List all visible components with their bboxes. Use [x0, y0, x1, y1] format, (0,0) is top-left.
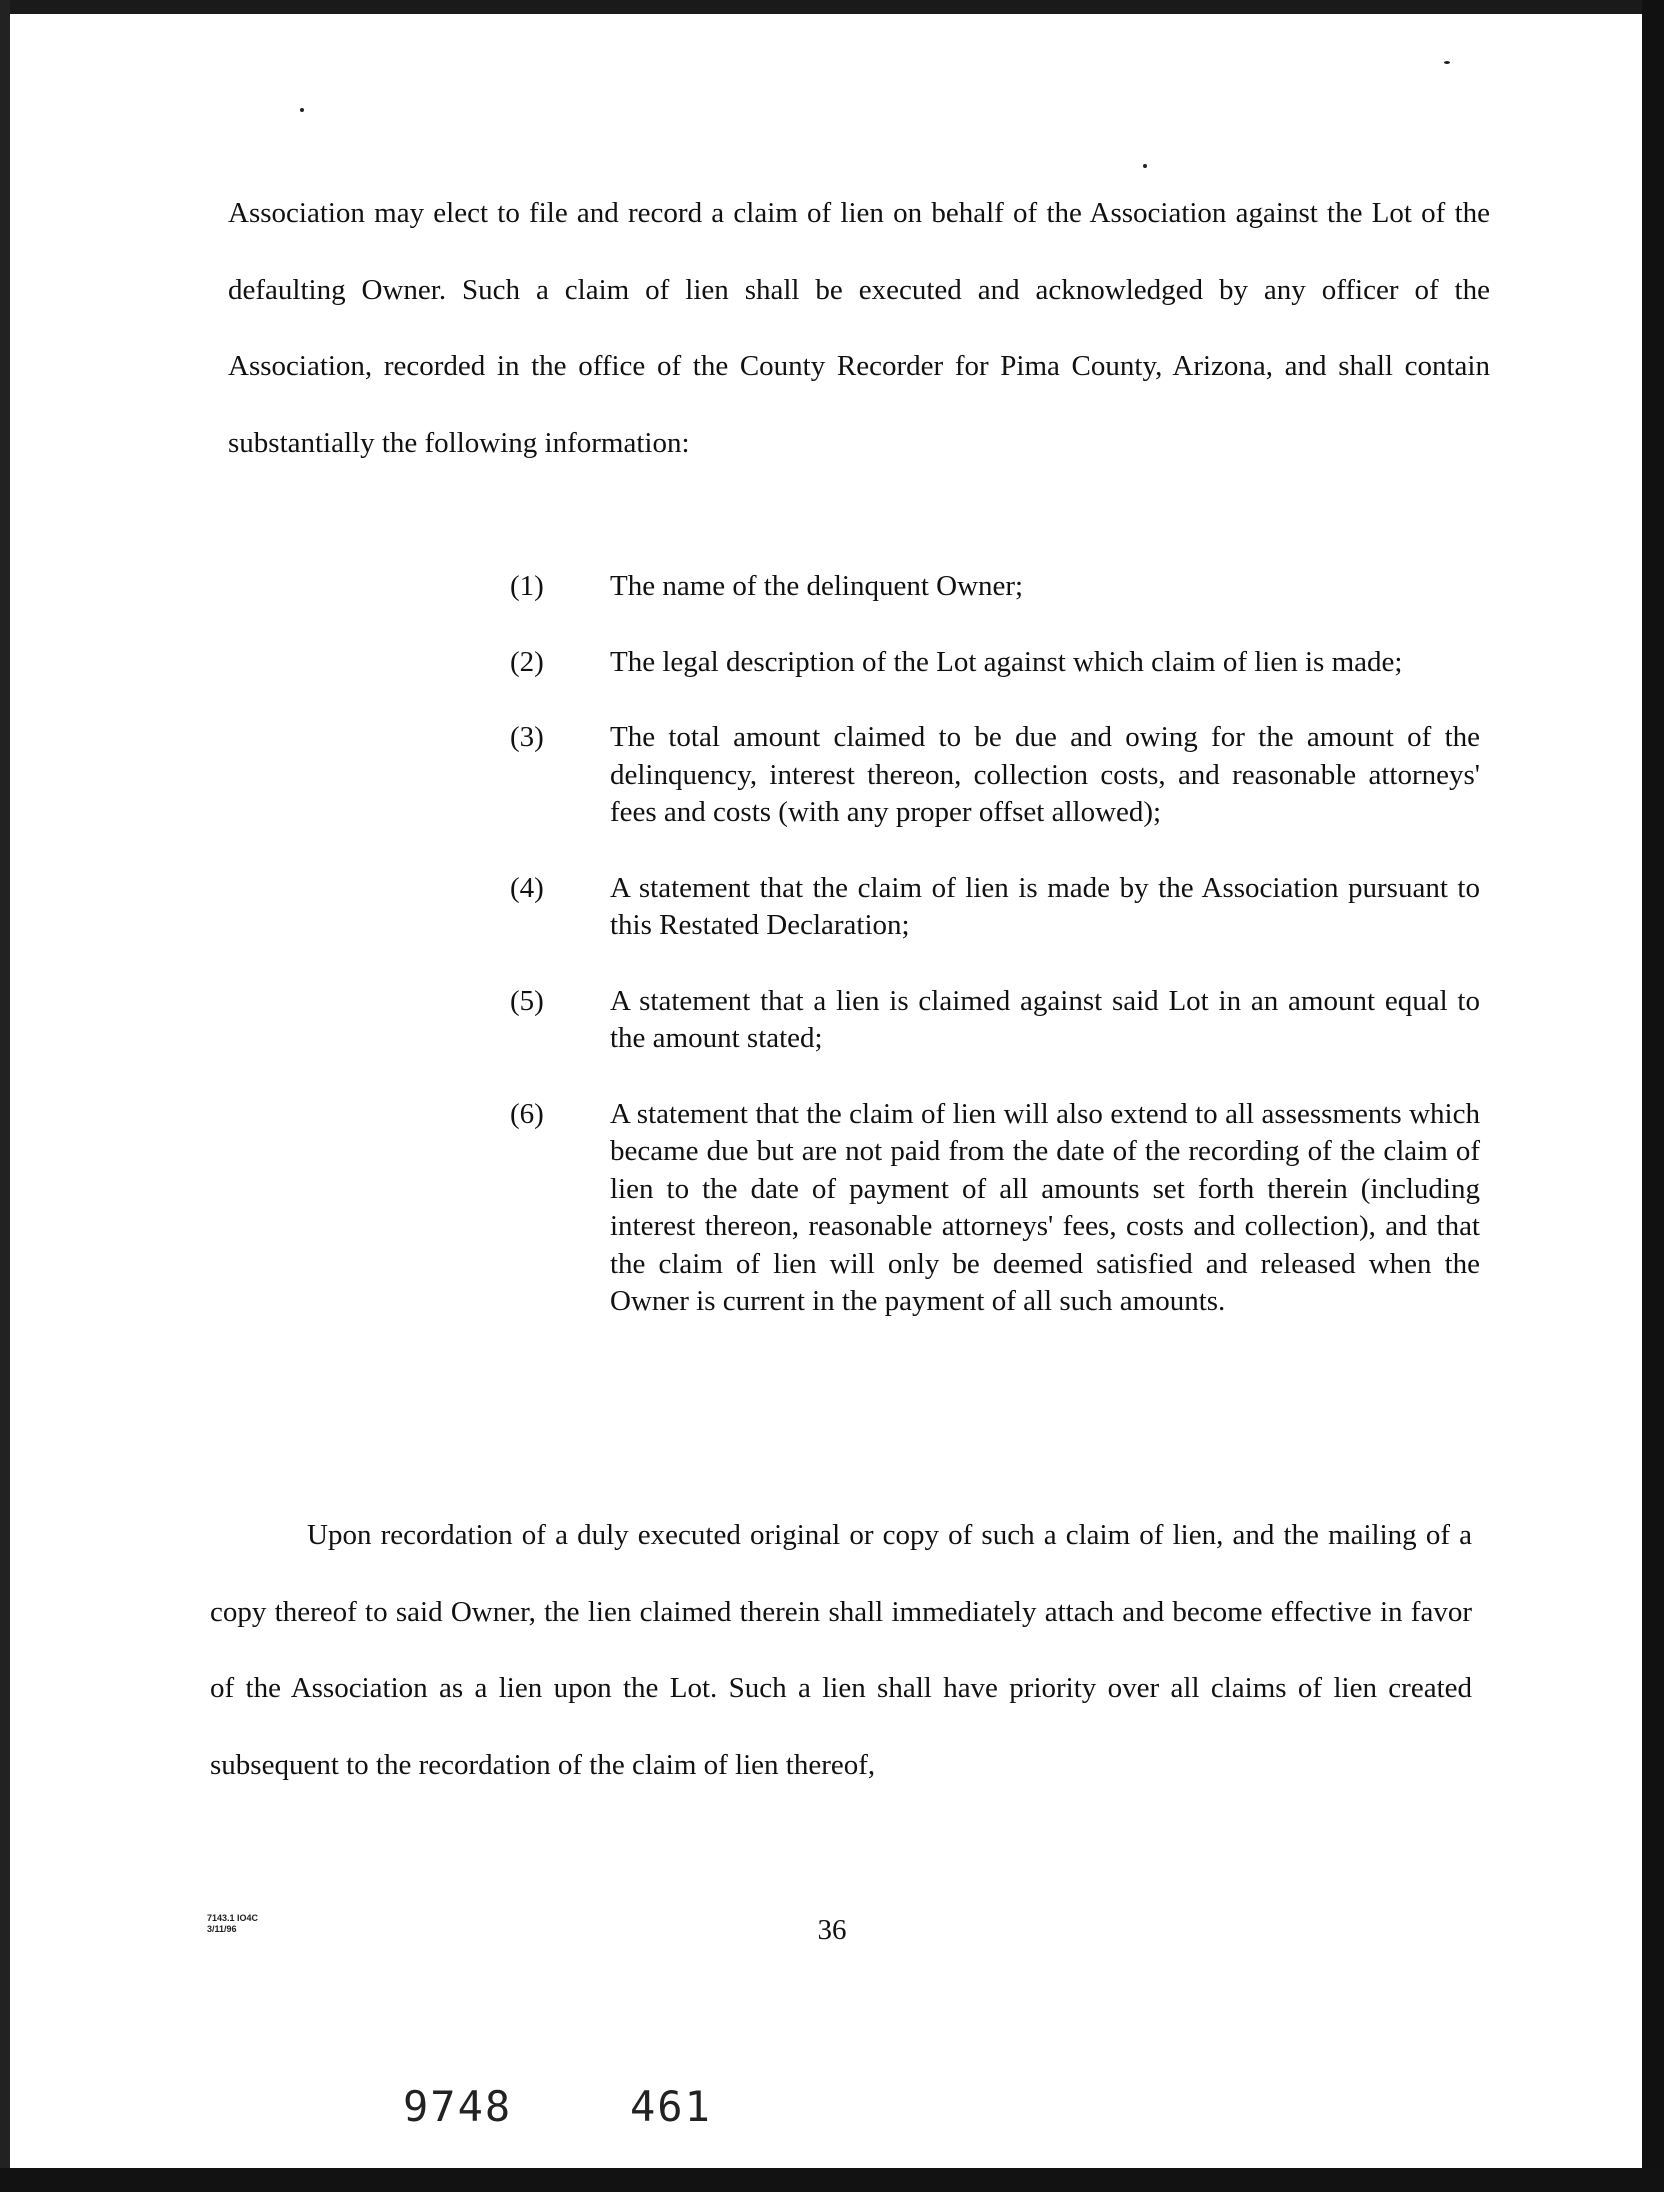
lien-information-list [510, 568, 1480, 1359]
scan-border-bottom [0, 2168, 1664, 2192]
document-code-line: 7143.1 IO4C [207, 1913, 259, 1923]
list-item-number: (4) [510, 871, 544, 904]
scan-border-left [0, 0, 10, 2192]
page-number: 36 [817, 1914, 847, 1946]
list-item-text: A statement that a lien is claimed against said Lot in an amount equal to the amount stated; [610, 984, 1480, 1054]
list-item-number: (1) [510, 570, 544, 602]
list-item-number: (3) [510, 721, 544, 753]
list-item-text: The legal description of the Lot against which claim of lien is made; [610, 645, 1403, 678]
list-item [510, 983, 1480, 1058]
list-item-text: A statement that the claim of lien is made by the Association pursuant to this Restated Declaration; [610, 871, 1480, 941]
paragraph-top: Association may elect to file and record a claim of lien on behalf of the Association against the Lot of the defaulting Owner. Such a claim of lien shall be executed and acknowledged by any officer of the Association, recorded in the office of the County Recorder for Pima County, Arizona, and shall contain substantially the following information: [228, 197, 1490, 459]
recording-book-number: 9748 [403, 2082, 513, 2131]
list-item-text: The name of the delinquent Owner; [610, 570, 1024, 602]
list-item [510, 1096, 1480, 1321]
paragraph-bottom: Upon recordation of a duly executed original or copy of such a claim of lien, and the mailing of a copy thereof to said Owner, the lien claimed therein shall immediately attach and become effective in favor of the Association as a lien upon the Lot. Such a lien shall have priority over all claims of lien created subsequent to the recordation of the claim of lien thereof, [210, 1519, 1472, 1781]
document-date-code: 3/11/96 [207, 1924, 237, 1934]
list-item [510, 870, 1480, 945]
list-item-text: A statement that the claim of lien will also extend to all assessments which became due but are not paid from the date of the recording of the claim of lien to the date of payment of all amounts set forth therein (including interest thereon, reasonable attorneys' fees, costs and collection), and that the claim of lien will only be deemed satisfied and released when the Owner is current in the payment of all such amounts. [610, 1097, 1480, 1317]
scan-speck [1444, 61, 1450, 64]
scan-border-right [1642, 0, 1664, 2192]
list-item-number: (2) [510, 645, 544, 678]
list-item-number: (6) [510, 1097, 544, 1130]
list-item [510, 568, 1480, 606]
list-item-text: The total amount claimed to be due and owing for the amount of the delinquency, interest thereon, collection costs, and reasonable attorneys' fees and costs (with any proper offset allowed); [610, 721, 1480, 828]
scan-speck [1143, 164, 1147, 168]
scan-border-top [0, 0, 1664, 14]
list-item [510, 644, 1480, 682]
list-item [510, 719, 1480, 832]
scan-speck [300, 108, 304, 112]
list-item-number: (5) [510, 984, 544, 1017]
recording-page-number: 461 [630, 2082, 712, 2131]
